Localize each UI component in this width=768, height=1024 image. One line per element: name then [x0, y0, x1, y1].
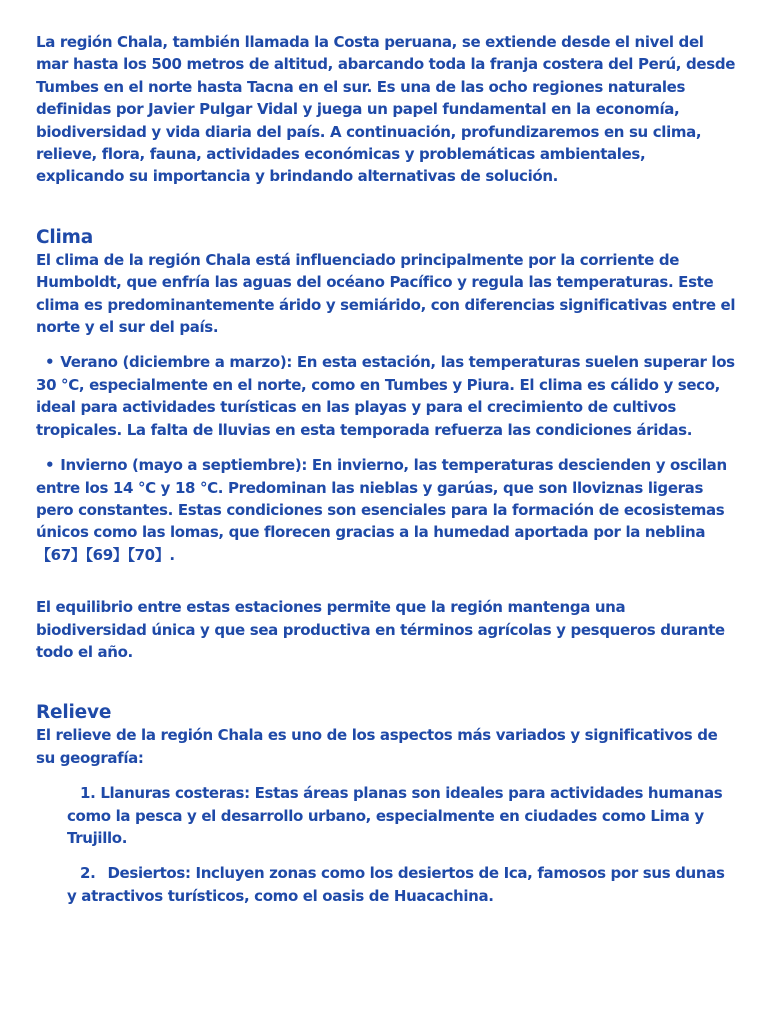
bullet-marker: •: [45, 353, 55, 372]
numbered-item-desiertos: [36, 862, 736, 907]
clima-closing-paragraph: El equilibrio entre estas estaciones permite que la región mantenga una biodiversidad única y que sea productiva en términos agrícolas y pesqueros durante todo el año.: [36, 598, 725, 661]
numbered-item-text: Desiertos: Incluyen zonas como los desiertos de Ica, famosos por sus dunas y atractivos turísticos, como el oasis de Huacachina.: [67, 864, 725, 905]
list-number: 1.: [80, 784, 96, 803]
clima-heading: Clima: [36, 226, 94, 248]
document-page: [36, 31, 736, 920]
bullet-text: Invierno (mayo a septiembre): En invierno, las temperaturas descienden y oscilan entre los 14 °C y 18 °C. Predominan las nieblas y garúas, que son lloviznas ligeras pero constantes. Estas condiciones son esenciales para la formación de ecosistemas únicos como las lomas, que florecen gracias a la humedad aportada por la neblina 【67】【69】【70】.: [36, 456, 727, 564]
relieve-paragraph: El relieve de la región Chala es uno de los aspectos más variados y significativos de su geografía:: [36, 726, 718, 767]
intro-paragraph: La región Chala, también llamada la Costa peruana, se extiende desde el nivel del mar hasta los 500 metros de altitud, abarcando toda la franja costera del Perú, desde Tumbes en el norte hasta Tacna en el sur. Es una de las ocho regiones naturales definidas por Javier Pulgar Vidal y juega un papel fundamental en la economía, biodiversidad y vida diaria del país. A continuación, profundizaremos en su clima, relieve, flora, fauna, actividades económicas y problemáticas ambientales, explicando su importancia y brindando alternativas de solución.: [36, 33, 736, 186]
bullet-marker: •: [45, 456, 55, 475]
bullet-item-verano: [36, 351, 736, 441]
bullet-text: Verano (diciembre a marzo): En esta estación, las temperaturas suelen superar los 30 °C, especialmente en el norte, como en Tumbes y Piura. El clima es cálido y seco, ideal para actividades turísticas en las playas y para el crecimiento de cultivos tropicales. La falta de lluvias en esta temporada refuerza las condiciones áridas.: [36, 353, 735, 439]
clima-paragraph: El clima de la región Chala está influenciado principalmente por la corriente de Humboldt, que enfría las aguas del océano Pacífico y regula las temperaturas. Este clima es predominantemente árido y semiárido, con diferencias significativas entre el norte y el sur del país.: [36, 250, 736, 337]
list-number: 2.: [80, 864, 96, 883]
numbered-item-text: Llanuras costeras: Estas áreas planas son ideales para actividades humanas como la pesca y el desarrollo urbano, especialmente en ciudades como Lima y Trujillo.: [67, 784, 723, 847]
numbered-item-llanuras: [36, 782, 736, 849]
bullet-item-invierno: [36, 454, 736, 566]
relieve-heading: Relieve: [36, 702, 112, 724]
